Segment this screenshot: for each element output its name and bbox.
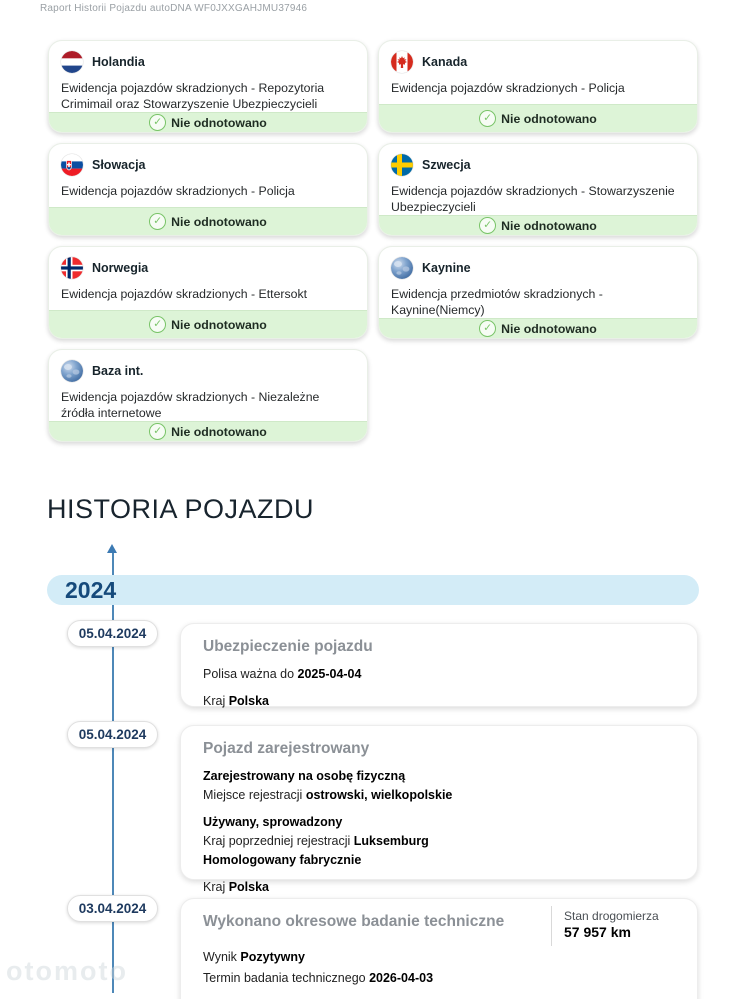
check-card-slowacja	[48, 143, 368, 236]
event-card-registration	[180, 725, 698, 894]
country-name: Kanada	[422, 55, 468, 69]
odometer-box	[551, 906, 681, 946]
event-row: Zarejestrowany na osobę fizyczną	[203, 769, 406, 783]
event-title: Wykonano okresowe badanie techniczne	[203, 913, 505, 930]
status-strip	[49, 207, 367, 235]
timeline-year: 2024	[65, 576, 117, 603]
status-label: Nie odnotowano	[501, 321, 597, 336]
canada-flag-icon	[391, 51, 413, 73]
odometer-label: Stan drogomierza	[564, 909, 659, 923]
status-strip	[49, 310, 367, 338]
country-name: Norwegia	[92, 261, 149, 275]
globe-icon	[391, 257, 413, 279]
timeline-year-bar	[47, 575, 699, 605]
country-name: Baza int.	[92, 364, 144, 378]
country-name: Kaynine	[422, 261, 471, 275]
check-description: Ewidencja pojazdów skradzionych - Policja	[391, 81, 625, 95]
status-strip	[49, 421, 367, 441]
check-card-norwegia	[48, 246, 368, 339]
event-date-badge: 05.04.2024	[67, 721, 158, 748]
status-label: Nie odnotowano	[171, 214, 267, 229]
status-strip	[49, 112, 367, 132]
check-icon: ✓	[149, 213, 166, 230]
status-strip	[379, 318, 697, 338]
check-description: Ewidencja pojazdów skradzionych - Ettersokt	[61, 287, 308, 301]
event-date-badge: 05.04.2024	[67, 620, 158, 647]
status-label: Nie odnotowano	[171, 424, 267, 439]
check-description: Ewidencja przedmiotów skradzionych - Kaynine(Niemcy)	[391, 287, 603, 318]
stolen-checks-grid	[48, 40, 698, 442]
timeline-line	[112, 553, 114, 993]
event-title: Pojazd zarejestrowany	[203, 740, 370, 757]
event-row: Kraj Polska	[203, 694, 270, 708]
check-icon: ✓	[479, 110, 496, 127]
country-name: Holandia	[92, 55, 145, 69]
event-row: Homologowany fabrycznie	[203, 853, 362, 867]
event-title: Ubezpieczenie pojazdu	[203, 638, 373, 655]
check-card-baza-int	[48, 349, 368, 442]
check-card-szwecja	[378, 143, 698, 236]
check-icon: ✓	[149, 316, 166, 333]
country-name: Szwecja	[422, 158, 471, 172]
event-row: Miejsce rejestracji ostrowski, wielkopolskie	[203, 788, 453, 802]
status-label: Nie odnotowano	[171, 317, 267, 332]
check-card-kanada	[378, 40, 698, 133]
event-row: Polisa ważna do 2025-04-04	[203, 667, 362, 681]
check-description: Ewidencja pojazdów skradzionych - Niezależne źródła internetowe	[61, 390, 320, 421]
status-label: Nie odnotowano	[501, 111, 597, 126]
check-icon: ✓	[479, 320, 496, 337]
event-row: Kraj Polska	[203, 880, 270, 894]
status-label: Nie odnotowano	[171, 115, 267, 130]
check-description: Ewidencja pojazdów skradzionych - Policja	[61, 184, 295, 198]
event-row: Termin badania technicznego 2026-04-03	[203, 971, 434, 985]
status-strip	[379, 215, 697, 235]
check-icon: ✓	[149, 114, 166, 131]
check-icon: ✓	[149, 423, 166, 440]
check-icon: ✓	[479, 217, 496, 234]
report-title: Raport Historii Pojazdu autoDNA WF0JXXGAHJMU37946	[40, 3, 308, 14]
globe-icon	[61, 360, 83, 382]
sweden-flag-icon	[391, 154, 413, 176]
check-card-holandia	[48, 40, 368, 133]
event-row: Kraj poprzedniej rejestracji Luksemburg	[203, 834, 429, 848]
history-section-title: HISTORIA POJAZDU	[47, 494, 315, 524]
check-description: Ewidencja pojazdów skradzionych - Stowarzyszenie Ubezpieczycieli	[391, 184, 675, 215]
norway-flag-icon	[61, 257, 83, 279]
event-card-insurance	[180, 623, 698, 707]
watermark: otomoto	[6, 956, 128, 986]
slovakia-flag-icon	[61, 154, 83, 176]
netherlands-flag-icon	[61, 51, 83, 73]
event-row: Wynik Pozytywny	[203, 950, 305, 964]
country-name: Słowacja	[92, 158, 146, 172]
status-strip	[379, 104, 697, 132]
check-card-kaynine	[378, 246, 698, 339]
event-row: Używany, sprowadzony	[203, 815, 343, 829]
check-description: Ewidencja pojazdów skradzionych - Repozytoria Crimimail oraz Stowarzyszenie Ubezpieczycieli	[61, 81, 325, 112]
timeline-arrow-icon	[107, 544, 117, 553]
status-label: Nie odnotowano	[501, 218, 597, 233]
event-date-badge: 03.04.2024	[67, 895, 158, 922]
event-card-inspection	[180, 898, 698, 999]
odometer-value: 57 957 km	[564, 924, 631, 940]
